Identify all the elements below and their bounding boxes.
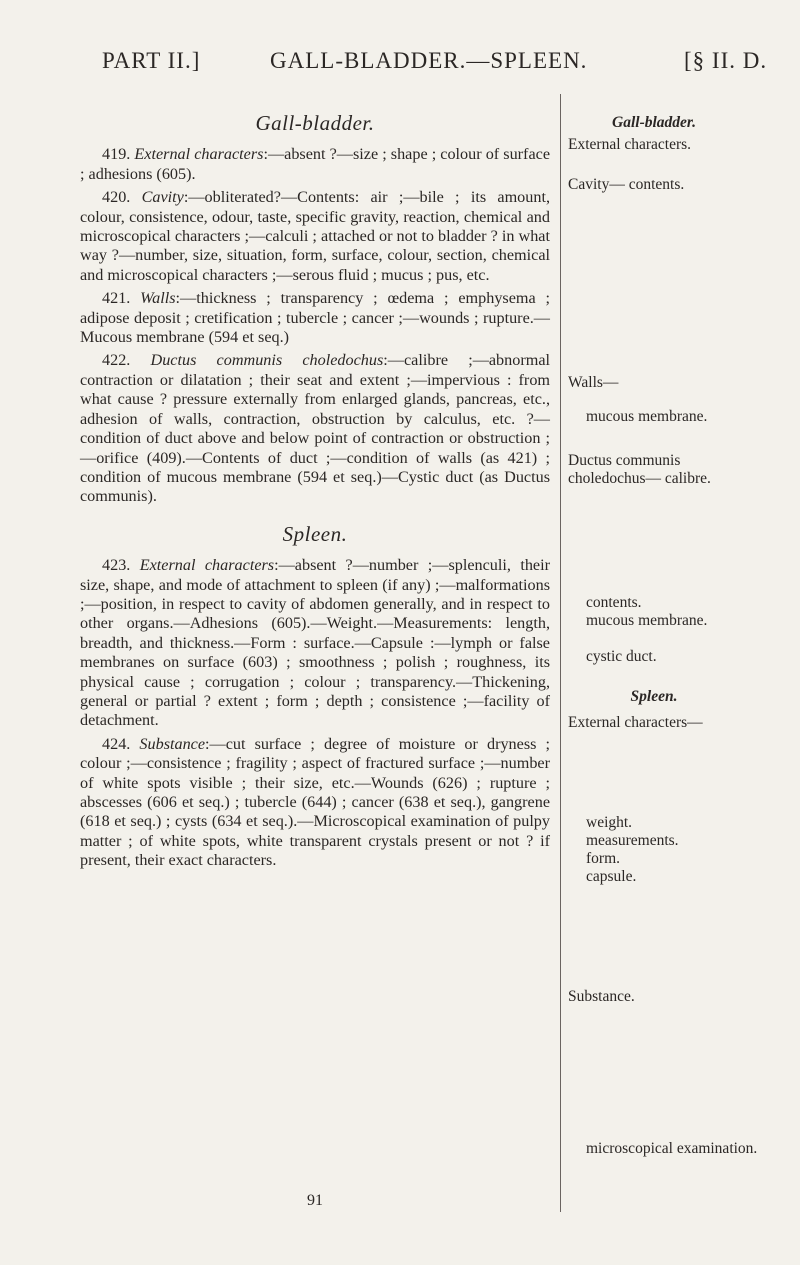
running-head-part: PART II.]	[102, 48, 201, 73]
paragraph-heading: Walls	[140, 289, 176, 308]
paragraph-420	[80, 188, 550, 285]
margin-note-external-characters: External characters.	[568, 136, 692, 153]
margin-note-capsule: capsule.	[586, 868, 637, 885]
margin-note-cystic-duct: cystic duct.	[586, 648, 657, 665]
margin-note-mucous-membrane: mucous membrane.	[586, 408, 708, 425]
paragraph-421	[80, 289, 550, 347]
margin-note-weight: weight.	[586, 814, 633, 831]
paragraph-body: :—absent ?—size ; shape ; colour of surface ; adhesions (605).	[80, 145, 550, 183]
paragraph-heading: Substance	[139, 734, 206, 753]
margin-note-gall-bladder: Gall-bladder.	[612, 114, 696, 131]
margin-note-contents: contents.	[586, 594, 642, 611]
margin-note-cavity: Cavity— contents.	[568, 176, 685, 193]
paragraph-heading: Ductus communis choledochus	[150, 351, 384, 370]
paragraph-number: 419.	[102, 145, 131, 164]
paragraph-423	[80, 556, 550, 731]
paragraph-422	[80, 351, 550, 506]
margin-note-mucous-membrane-duct: mucous membrane.	[586, 612, 708, 629]
margin-note-form: form.	[586, 850, 621, 867]
margin-note-measurements: measurements.	[586, 832, 679, 849]
section-title-spleen: Spleen.	[282, 521, 348, 546]
paragraph-424	[80, 735, 550, 871]
paragraph-heading: Cavity	[141, 188, 184, 207]
margin-note-substance: Substance.	[568, 988, 635, 1005]
paragraph-body: :—thickness ; transparency ; œdema ; emphysema ; adipose deposit ; cretification ; tubercle ; cancer ;—wounds ; rupture.—Mucous membrane (594 et seq.)	[80, 289, 550, 347]
paragraph-number: 422.	[102, 351, 131, 370]
margin-note-spleen-external: External characters—	[568, 714, 703, 731]
running-head-section: [§ II. D.	[684, 48, 768, 73]
running-head	[102, 48, 782, 88]
paragraph-number: 423.	[102, 556, 131, 575]
paragraph-body: :—absent ?—number ;—splenculi, their size, shape, and mode of attachment to spleen (if any) ;—malformations ;—position, in respect to cavity of abdomen generally, and in respect to other organs.—Adhesions (605).—Weight.—Measurements: length, breadth, and thickness.—Form : surface.—Capsule :—lymph or false membranes on surface (603) ; smoothness ; polish ; roughness, its physical cause ; corrugation ; colour ; transparency.—Thickening, general or partial ? extent ; form ; depth ; consistence ;—facility of detachment.	[80, 556, 550, 730]
margin-note-walls: Walls—	[568, 374, 619, 391]
paragraph-body: :—calibre ;—abnormal contraction or dilatation ; their seat and extent ;—impervious : from what cause ? pressure externally from enlarged glands, pancreas, etc., adhesion of walls, contraction, obstruction by calculus, etc. ?—condition of duct above and below point of contraction or obstruction ;—orifice (409).—Contents of duct ;—condition of walls (as 421) ; condition of mucous membrane (594 et seq.)—Cystic duct (as Ductus communis).	[80, 351, 551, 506]
paragraph-heading: External characters	[134, 145, 264, 164]
paragraph-body: :—obliterated?—Contents: air ;—bile ; its amount, colour, consistence, odour, taste, specific gravity, reaction, chemical and microscopical characters ;—calculi ; attached or not to bladder ? in what way ?—number, size, situation, form, surface, colour, section, chemical and microscopical characters ;—serous fluid ; mucus ; pus, etc.	[80, 188, 550, 284]
margin-note-spleen: Spleen.	[630, 688, 678, 705]
margin-note-microscopical: microscopical examination.	[586, 1140, 758, 1157]
paragraph-body: :—cut surface ; degree of moisture or dryness ; colour ;—consistence ; fragility ; aspect of fractured surface ;—number of white spots visible ; their size, etc.—Wounds (626) ; rupture ; abscesses (606 et seq.) ; tubercle (644) ; cancer (638 et seq.), gangrene (618 et seq.) ; cysts (634 et seq.).—Microscopical examination of pulpy matter ; of white spots, white transparent crystals present or not ? if present, their exact characters.	[80, 734, 551, 870]
running-head-title: GALL-BLADDER.—SPLEEN.	[270, 48, 588, 73]
paragraph-number: 424.	[102, 734, 131, 753]
margin-divider-rule	[560, 94, 561, 1212]
section-title-gall-bladder: Gall-bladder.	[255, 111, 375, 135]
paragraph-heading: External characters	[139, 556, 275, 575]
paragraph-number: 421.	[102, 289, 131, 308]
margin-note-ductus: Ductus communis choledochus— calibre.	[568, 452, 711, 487]
paragraph-419	[80, 145, 550, 184]
page-number: 91	[307, 1192, 323, 1209]
paragraph-number: 420.	[102, 188, 131, 207]
main-text-column	[80, 96, 550, 875]
